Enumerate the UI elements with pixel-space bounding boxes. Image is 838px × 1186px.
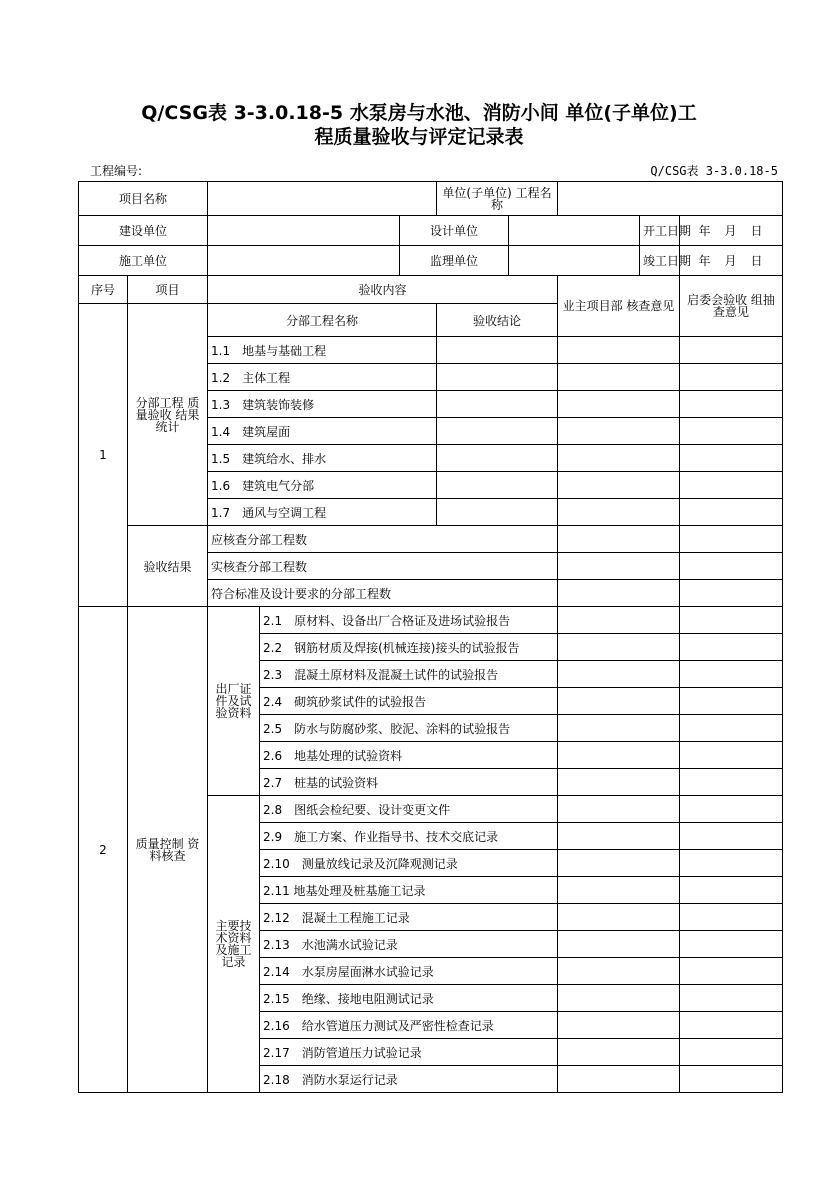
section1-item: 1.5 建筑给水、排水 (208, 445, 437, 472)
result-item: 实核查分部工程数 (208, 553, 558, 580)
section2-item: 2.3 混凝土原材料及混凝土试件的试验报告 (260, 661, 558, 688)
owner-cell[interactable] (558, 985, 680, 1012)
project-number-label: 工程编号: (90, 164, 143, 178)
committee-cell[interactable] (680, 985, 783, 1012)
owner-cell[interactable] (558, 580, 680, 607)
col-item-header: 项目 (128, 276, 208, 304)
end-date-label: 竣工日期 (640, 246, 680, 276)
section2-item: 2.1 原材料、设备出厂合格证及进场试验报告 (260, 607, 558, 634)
committee-cell[interactable] (680, 823, 783, 850)
conclusion-header: 验收结论 (437, 304, 558, 337)
owner-cell[interactable] (558, 958, 680, 985)
owner-cell[interactable] (558, 850, 680, 877)
group1-label: 出厂证 件及试 验资料 (208, 607, 260, 796)
committee-cell[interactable] (680, 553, 783, 580)
committee-cell[interactable] (680, 958, 783, 985)
owner-cell[interactable] (558, 445, 680, 472)
result-item: 符合标准及设计要求的分部工程数 (208, 580, 558, 607)
form-title-line1: Q/CSG表 3-3.0.18-5 水泵房与水池、消防小间 单位(子单位)工 (141, 102, 697, 124)
section2-item: 2.4 砌筑砂浆试件的试验报告 (260, 688, 558, 715)
section2-item: 2.6 地基处理的试验资料 (260, 742, 558, 769)
supervise-unit-value[interactable] (509, 246, 640, 276)
committee-cell[interactable] (680, 418, 783, 445)
conclusion-cell[interactable] (437, 445, 558, 472)
owner-cell[interactable] (558, 472, 680, 499)
committee-cell[interactable] (680, 337, 783, 364)
acceptance-form-table (78, 181, 783, 1093)
owner-cell[interactable] (558, 715, 680, 742)
section1-item: 1.7 通风与空调工程 (208, 499, 437, 526)
section2-label: 质量控制 资料核查 (128, 607, 208, 1093)
unit-name-label: 单位(子单位) 工程名称 (437, 182, 558, 216)
section2-item: 2.2 钢筋材质及焊接(机械连接)接头的试验报告 (260, 634, 558, 661)
section2-item: 2.16 给水管道压力测试及严密性检查记录 (260, 1012, 558, 1039)
conclusion-cell[interactable] (437, 472, 558, 499)
owner-cell[interactable] (558, 904, 680, 931)
section1-item: 1.1 地基与基础工程 (208, 337, 437, 364)
col-content-header: 验收内容 (208, 276, 558, 304)
section2-item: 2.10 测量放线记录及沉降观测记录 (260, 850, 558, 877)
owner-cell[interactable] (558, 796, 680, 823)
committee-cell[interactable] (680, 742, 783, 769)
conclusion-cell[interactable] (437, 337, 558, 364)
owner-cell[interactable] (558, 364, 680, 391)
owner-cell[interactable] (558, 1039, 680, 1066)
owner-cell[interactable] (558, 607, 680, 634)
section2-item: 2.13 水池满水试验记录 (260, 931, 558, 958)
committee-cell[interactable] (680, 634, 783, 661)
owner-cell[interactable] (558, 742, 680, 769)
owner-cell[interactable] (558, 1012, 680, 1039)
owner-cell[interactable] (558, 931, 680, 958)
owner-cell[interactable] (558, 634, 680, 661)
committee-cell[interactable] (680, 769, 783, 796)
section2-item: 2.18 消防水泵运行记录 (260, 1066, 558, 1093)
owner-cell[interactable] (558, 391, 680, 418)
col-no-header: 序号 (79, 276, 128, 304)
supervise-unit-label: 监理单位 (400, 246, 509, 276)
construct-unit-value[interactable] (208, 246, 400, 276)
owner-cell[interactable] (558, 877, 680, 904)
col-owner-header: 业主项目部 核查意见 (558, 276, 680, 337)
section1-label: 分部工程 质量验收 结果统计 (128, 304, 208, 526)
committee-cell[interactable] (680, 445, 783, 472)
section2-item: 2.15 绝缘、接地电阻测试记录 (260, 985, 558, 1012)
owner-cell[interactable] (558, 688, 680, 715)
group2-label: 主要技 术资料 及施工 记录 (208, 796, 260, 1093)
committee-cell[interactable] (680, 850, 783, 877)
committee-cell[interactable] (680, 499, 783, 526)
section1-item: 1.4 建筑屋面 (208, 418, 437, 445)
result-item: 应核查分部工程数 (208, 526, 558, 553)
result-label: 验收结果 (128, 526, 208, 607)
form-title-line2: 程质量验收与评定记录表 (314, 126, 524, 148)
conclusion-cell[interactable] (437, 364, 558, 391)
design-unit-value[interactable] (509, 216, 640, 246)
committee-cell[interactable] (680, 472, 783, 499)
project-name-label: 项目名称 (79, 182, 208, 216)
section2-item: 2.11 地基处理及桩基施工记录 (260, 877, 558, 904)
conclusion-cell[interactable] (437, 418, 558, 445)
build-unit-label: 建设单位 (79, 216, 208, 246)
start-date-value[interactable]: 年 月 日 (680, 216, 783, 246)
owner-cell[interactable] (558, 526, 680, 553)
section2-item: 2.5 防水与防腐砂浆、胶泥、涂料的试验报告 (260, 715, 558, 742)
committee-cell[interactable] (680, 661, 783, 688)
section2-no: 2 (79, 607, 128, 1093)
section1-no: 1 (79, 304, 128, 607)
owner-cell[interactable] (558, 661, 680, 688)
form-code: Q/CSG表 3-3.0.18-5 (650, 164, 778, 178)
committee-cell[interactable] (680, 364, 783, 391)
owner-cell[interactable] (558, 499, 680, 526)
start-date-label: 开工日期 (640, 216, 680, 246)
committee-cell[interactable] (680, 526, 783, 553)
project-name-value[interactable] (208, 182, 437, 216)
unit-name-value[interactable] (558, 182, 783, 216)
section2-item: 2.9 施工方案、作业指导书、技术交底记录 (260, 823, 558, 850)
owner-cell[interactable] (558, 769, 680, 796)
committee-cell[interactable] (680, 607, 783, 634)
conclusion-cell[interactable] (437, 391, 558, 418)
committee-cell[interactable] (680, 1066, 783, 1093)
owner-cell[interactable] (558, 337, 680, 364)
committee-cell[interactable] (680, 877, 783, 904)
committee-cell[interactable] (680, 1012, 783, 1039)
section1-item: 1.2 主体工程 (208, 364, 437, 391)
section2-item: 2.8 图纸会检纪要、设计变更文件 (260, 796, 558, 823)
committee-cell[interactable] (680, 1039, 783, 1066)
conclusion-cell[interactable] (437, 499, 558, 526)
owner-cell[interactable] (558, 418, 680, 445)
section2-item: 2.14 水泵房屋面淋水试验记录 (260, 958, 558, 985)
committee-cell[interactable] (680, 931, 783, 958)
committee-cell[interactable] (680, 715, 783, 742)
owner-cell[interactable] (558, 1066, 680, 1093)
sub-name-header: 分部工程名称 (208, 304, 437, 337)
section1-item: 1.3 建筑装饰装修 (208, 391, 437, 418)
committee-cell[interactable] (680, 580, 783, 607)
construct-unit-label: 施工单位 (79, 246, 208, 276)
committee-cell[interactable] (680, 688, 783, 715)
owner-cell[interactable] (558, 553, 680, 580)
committee-cell[interactable] (680, 904, 783, 931)
design-unit-label: 设计单位 (400, 216, 509, 246)
committee-cell[interactable] (680, 391, 783, 418)
col-committee-header: 启委会验收 组抽查意见 (680, 276, 783, 337)
build-unit-value[interactable] (208, 216, 400, 246)
section2-item: 2.12 混凝土工程施工记录 (260, 904, 558, 931)
section2-item: 2.7 桩基的试验资料 (260, 769, 558, 796)
end-date-value[interactable]: 年 月 日 (680, 246, 783, 276)
section1-item: 1.6 建筑电气分部 (208, 472, 437, 499)
section2-item: 2.17 消防管道压力试验记录 (260, 1039, 558, 1066)
owner-cell[interactable] (558, 823, 680, 850)
committee-cell[interactable] (680, 796, 783, 823)
